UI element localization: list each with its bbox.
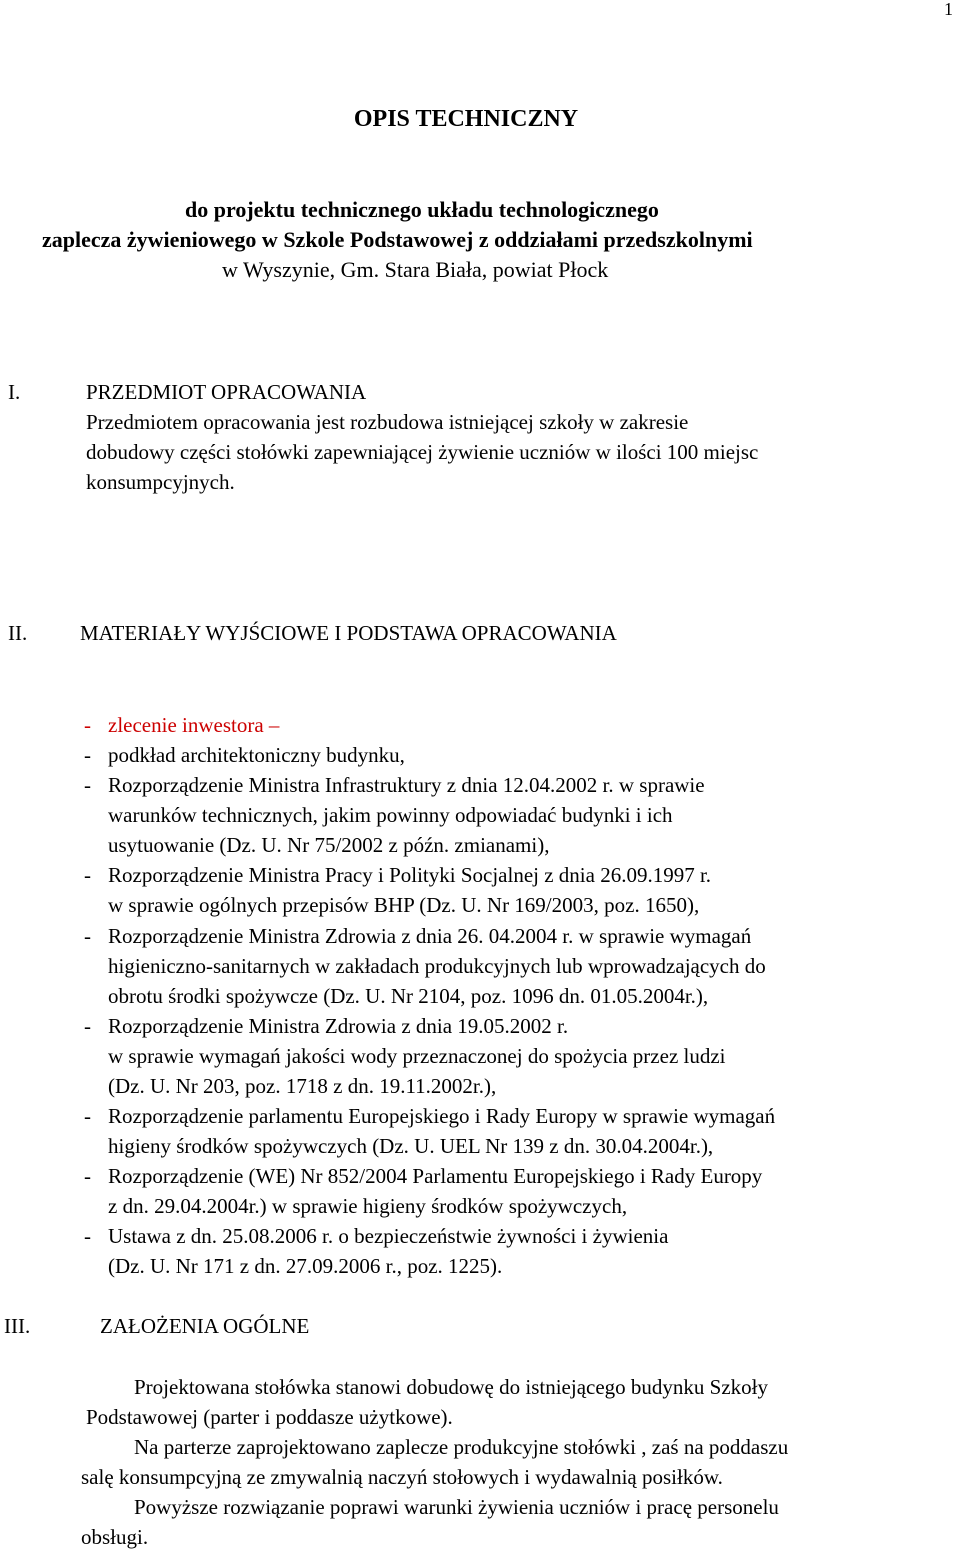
list-item-line: obrotu środki spożywcze (Dz. U. Nr 2104, poz. 1096 dn. 01.05.2004r.), [108, 984, 709, 1008]
section-3-heading: ZAŁOŻENIA OGÓLNE [100, 1314, 310, 1338]
section-1-line: konsumpcyjnych. [86, 470, 235, 494]
subtitle-line-3: w Wyszynie, Gm. Stara Biała, powiat Płock [222, 257, 609, 282]
list-item-line: higieny środków spożywczych (Dz. U. UEL Nr 139 z dn. 30.04.2004r.), [108, 1134, 714, 1158]
section-3-line: Powyższe rozwiązanie poprawi warunki żywienia uczniów i pracę personelu [134, 1495, 779, 1519]
list-item-line: Rozporządzenie Ministra Zdrowia z dnia 26. 04.2004 r. w sprawie wymagań [108, 924, 752, 948]
section-2-numeral: II. [8, 621, 28, 645]
list-item-line: (Dz. U. Nr 203, poz. 1718 z dn. 19.11.2002r.), [108, 1074, 497, 1098]
subtitle-line-1: do projektu technicznego układu technologicznego [185, 197, 659, 222]
section-3-numeral: III. [4, 1314, 31, 1338]
list-item-line: z dn. 29.04.2004r.) w sprawie higieny środków spożywczych, [108, 1194, 628, 1218]
list-item-line: w sprawie wymagań jakości wody przeznaczonej do spożycia przez ludzi [108, 1044, 726, 1068]
section-1-line: dobudowy części stołówki zapewniającej żywienie uczniów w ilości 100 miejsc [86, 440, 759, 464]
list-dash: - [84, 1104, 91, 1128]
section-1-numeral: I. [8, 380, 21, 404]
list-dash: - [84, 1164, 91, 1188]
subtitle-line-2: zaplecza żywieniowego w Szkole Podstawowej z oddziałami przedszkolnymi [42, 227, 753, 252]
section-2-heading: MATERIAŁY WYJŚCIOWE I PODSTAWA OPRACOWANIA [80, 621, 617, 645]
list-item-line: podkład architektoniczny budynku, [108, 743, 405, 767]
section-3-line: obsługi. [81, 1525, 149, 1549]
page-title: OPIS TECHNICZNY [353, 106, 579, 132]
list-item-line: zlecenie inwestora – [108, 713, 280, 737]
list-item-line: Rozporządzenie Ministra Pracy i Polityki Socjalnej z dnia 26.09.1997 r. [108, 863, 712, 887]
list-item-line: Rozporządzenie (WE) Nr 852/2004 Parlamentu Europejskiego i Rady Europy [108, 1164, 763, 1188]
page-number: 1 [944, 0, 953, 19]
section-3-line: Projektowana stołówka stanowi dobudowę do istniejącego budynku Szkoły [134, 1375, 768, 1399]
list-item-line: Ustawa z dn. 25.08.2006 r. o bezpieczeństwie żywności i żywienia [108, 1224, 669, 1248]
list-item-line: (Dz. U. Nr 171 z dn. 27.09.2006 r., poz. 1225). [108, 1254, 503, 1278]
section-1-line: Przedmiotem opracowania jest rozbudowa istniejącej szkoły w zakresie [86, 410, 689, 434]
list-dash: - [84, 713, 91, 737]
list-dash: - [84, 863, 91, 887]
list-dash: - [84, 773, 91, 797]
list-item-line: higieniczno-sanitarnych w zakładach produkcyjnych lub wprowadzających do [108, 954, 766, 978]
section-1-heading: PRZEDMIOT OPRACOWANIA [86, 380, 367, 404]
list-dash: - [84, 1014, 91, 1038]
list-item-line: Rozporządzenie Ministra Zdrowia z dnia 19.05.2002 r. [108, 1014, 569, 1038]
list-item-line: usytuowanie (Dz. U. Nr 75/2002 z późn. zmianami), [108, 833, 550, 857]
list-dash: - [84, 924, 91, 948]
list-dash: - [84, 743, 91, 767]
section-3-line: Na parterze zaprojektowano zaplecze produkcyjne stołówki , zaś na poddaszu [134, 1435, 789, 1459]
section-3-line: salę konsumpcyjną ze zmywalnią naczyń stołowych i wydawalnią posiłków. [81, 1465, 723, 1489]
section-3-line: Podstawowej (parter i poddasze użytkowe). [86, 1405, 453, 1429]
list-item-line: w sprawie ogólnych przepisów BHP (Dz. U. Nr 169/2003, poz. 1650), [108, 893, 700, 917]
list-item-line: Rozporządzenie parlamentu Europejskiego i Rady Europy w sprawie wymagań [108, 1104, 776, 1128]
list-item-line: Rozporządzenie Ministra Infrastruktury z dnia 12.04.2002 r. w sprawie [108, 773, 705, 797]
list-dash: - [84, 1224, 91, 1248]
list-item-line: warunków technicznych, jakim powinny odpowiadać budynki i ich [108, 803, 673, 827]
